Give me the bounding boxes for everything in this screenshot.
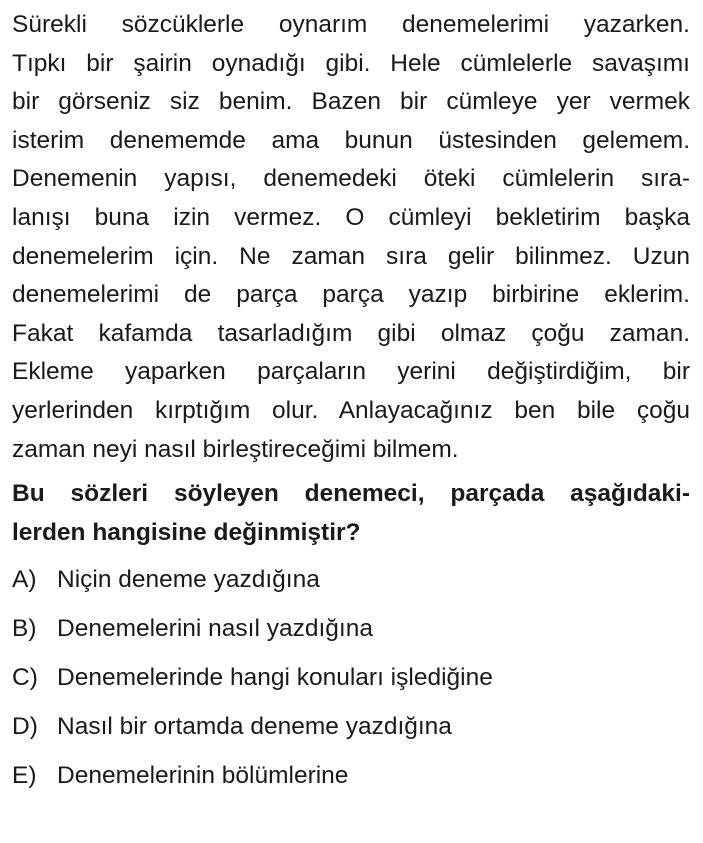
passage-line: Fakat kafamda tasarladığım gibi olmaz çoğu zaman. [12,319,690,347]
passage-line: denemelerimi de parça parça yazıp birbirine eklerim. [12,281,690,309]
option-b[interactable] [12,605,690,654]
option-letter: C) [12,663,38,691]
passage-line: yerlerinden kırptığım olur. Anlayacağınız ben bile çoğu [12,396,690,424]
passage-line: denemelerim için. Ne zaman sıra gelir bilinmez. Uzun [12,242,690,270]
question-stem-line: Bu sözleri söyleyen denemeci, parçada aşağıdaki- [12,480,690,508]
option-d[interactable] [12,703,690,752]
question-stem [12,475,690,552]
option-text: Denemelerinde hangi konuları işlediğine [57,663,493,691]
answer-options [12,556,690,800]
option-text: Denemelerini nasıl yazdığına [57,615,373,643]
passage-line: zaman neyi nasıl birleştireceğimi bilmem. [12,435,459,463]
option-a[interactable] [12,556,690,605]
question-stem-line: lerden hangisine değinmiştir? [12,518,361,546]
passage-line: bir görseniz siz benim. Bazen bir cümleye yer vermek [12,88,690,116]
option-c[interactable] [12,654,690,703]
passage-line: Tıpkı bir şairin oynadığı gibi. Hele cümlelerle savaşımı [12,49,690,77]
passage-line: lanışı buna izin vermez. O cümleyi bekletirim başka [12,203,690,231]
option-text: Niçin deneme yazdığına [57,566,320,594]
option-letter: E) [12,761,37,789]
option-e[interactable] [12,752,690,801]
passage-line: Ekleme yaparken parçaların yerini değiştirdiğim, bir [12,358,690,386]
option-letter: D) [12,712,38,740]
option-text: Nasıl bir ortamda deneme yazdığına [57,712,452,740]
question-block [12,6,690,800]
option-text: Denemelerinin bölümlerine [57,761,349,789]
option-letter: A) [12,566,37,594]
passage-line: Sürekli sözcüklerle oynarım denemelerimi yazarken. [12,11,690,38]
option-letter: B) [12,615,37,643]
passage-text [12,6,690,469]
passage-line: isterim denememde ama bunun üstesinden gelemem. [12,126,690,154]
passage-line: Denemenin yapısı, denemedeki öteki cümlelerin sıra- [12,165,690,193]
